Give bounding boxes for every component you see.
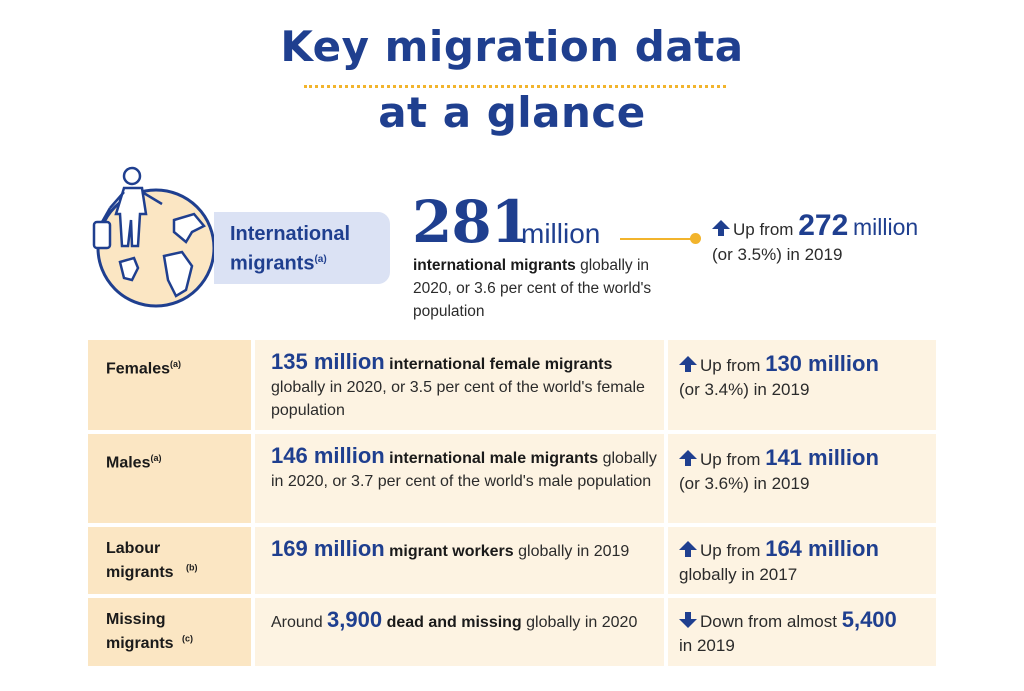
row-value [255, 434, 664, 523]
row-label-text: Labour migrants [106, 540, 174, 581]
row-change-prefix: Up from [700, 356, 761, 375]
row-value [255, 340, 664, 430]
row-label-note: (a) [150, 453, 162, 463]
table-row-labour-migrants [88, 527, 936, 594]
row-change [668, 527, 936, 594]
row-label [88, 527, 251, 594]
international-desc-rest: globally in 2020, or 3.6 per cent of the world's population [413, 257, 652, 320]
table-row-females [88, 340, 936, 430]
row-label-text: Females [106, 360, 171, 378]
row-value-rest: globally in 2020 [526, 614, 638, 631]
page-title-line-1: Key migration data [280, 22, 744, 71]
traveller-globe-icon [88, 160, 218, 310]
row-label-text: Missing migrants [106, 611, 174, 652]
row-change-prefix: Up from [700, 541, 761, 560]
international-migrants-label [214, 212, 390, 284]
row-change [668, 340, 936, 430]
row-value [255, 598, 664, 666]
row-label [88, 598, 251, 666]
row-change-value: 141 million [765, 445, 879, 470]
row-value-number: 3,900 [327, 607, 383, 632]
arrow-up-icon [679, 540, 697, 563]
international-unit: million [521, 218, 601, 249]
row-change-suffix: in 2019 [679, 636, 735, 655]
row-label-note: (c) [182, 633, 193, 644]
row-value-number: 146 million [271, 443, 385, 468]
international-change [712, 209, 919, 267]
row-value-rest: globally in 2020, or 3.7 per cent of the world's male population [271, 450, 657, 490]
arrow-up-icon [679, 449, 697, 472]
row-value-bold: international male migrants [389, 450, 599, 467]
row-change [668, 434, 936, 523]
arrow-down-icon [679, 611, 697, 634]
international-description [413, 254, 683, 323]
row-change-suffix: globally in 2017 [679, 565, 798, 584]
row-change [668, 598, 936, 666]
row-change-prefix: Down from almost [700, 612, 837, 631]
international-change-unit: million [853, 214, 919, 240]
row-value-bold: international female migrants [389, 356, 613, 373]
table-row-males [88, 434, 936, 523]
page-title-line-2: at a glance [378, 88, 646, 137]
connector-line [620, 238, 700, 240]
row-label [88, 434, 251, 523]
row-change-value: 5,400 [841, 607, 897, 632]
international-label-note: (a) [314, 254, 327, 265]
connector-dot [690, 233, 701, 244]
row-value-bold: dead and missing [386, 614, 522, 631]
row-value-rest: globally in 2020, or 3.5 per cent of the world's female population [271, 379, 645, 419]
international-desc-bold: international migrants [413, 257, 576, 274]
row-value [255, 527, 664, 594]
international-value: 281 [412, 188, 531, 256]
international-change-suffix: (or 3.5%) in 2019 [712, 245, 843, 264]
row-label-note: (b) [186, 562, 198, 573]
row-value-bold: migrant workers [389, 543, 514, 560]
row-value-number: 169 million [271, 536, 385, 561]
table-row-missing-migrants [88, 598, 936, 666]
row-label-text: Males [106, 454, 151, 472]
row-change-suffix: (or 3.6%) in 2019 [679, 474, 810, 493]
international-label-text: International migrants [230, 223, 351, 275]
row-label-note: (a) [170, 359, 182, 369]
row-change-suffix: (or 3.4%) in 2019 [679, 380, 810, 399]
arrow-up-icon [712, 219, 730, 243]
row-change-prefix: Up from [700, 450, 761, 469]
row-value-number: 135 million [271, 349, 385, 374]
row-change-value: 130 million [765, 351, 879, 376]
row-value-rest: globally in 2019 [518, 543, 630, 560]
international-change-prefix: Up from [733, 220, 794, 239]
row-change-value: 164 million [765, 536, 879, 561]
arrow-up-icon [679, 355, 697, 378]
row-value-prefix: Around [271, 614, 323, 631]
international-change-value: 272 [798, 209, 849, 242]
row-label [88, 340, 251, 430]
